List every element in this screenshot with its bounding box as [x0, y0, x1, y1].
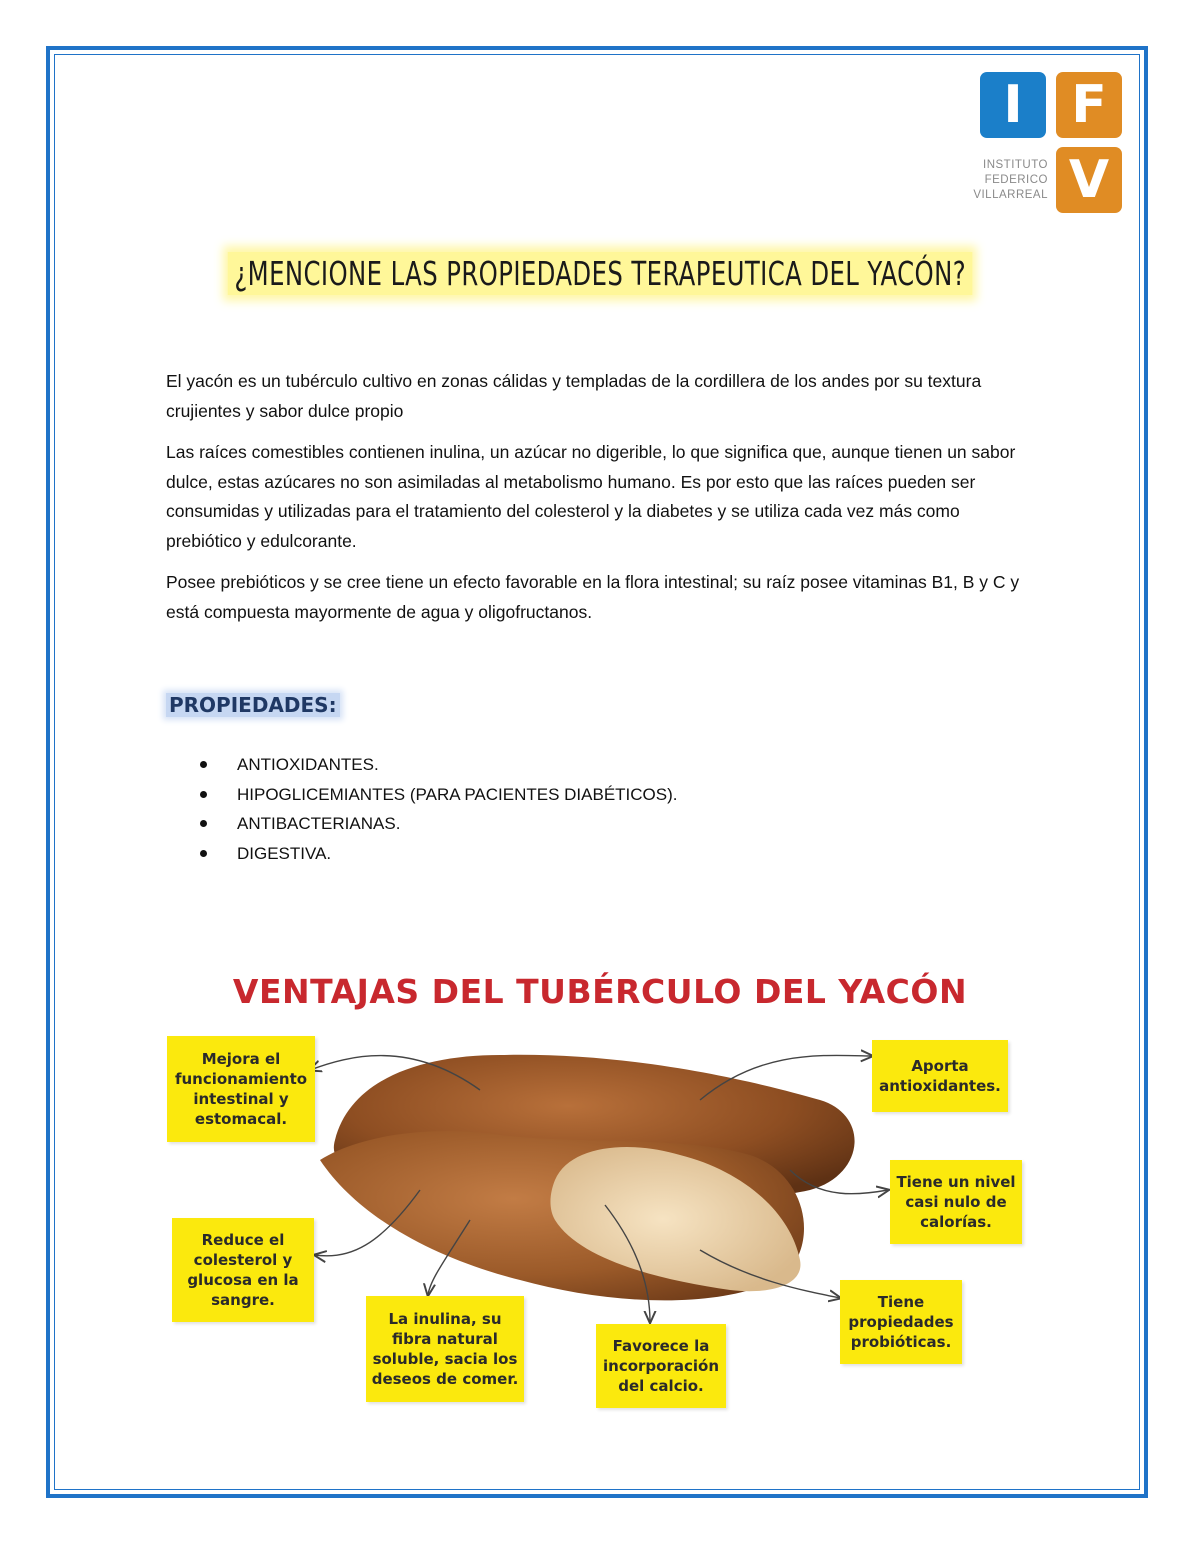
list-item-label: ANTIBACTERIANAS.	[237, 814, 401, 833]
note-antioxidants: Aporta antioxidantes.	[872, 1040, 1008, 1112]
ifv-logo	[972, 72, 1124, 217]
inulin-paragraph: Las raíces comestibles contienen inulina, un azúcar no digerible, lo que significa que, aunque tienen un sabor dulce, estas azúcares no son asimiladas al metabolismo humano. Es por esto que las raíces pueden ser consumidas y utilizadas para el tratamiento del colesterol y la diabetes y se utiliza cada vez más como prebiótico y edulcorante.	[166, 442, 1016, 551]
logo-tile-i: I	[980, 72, 1046, 138]
bullet-icon	[200, 820, 207, 827]
logo-text-line: FEDERICO	[984, 174, 1048, 186]
list-item	[200, 750, 678, 780]
bullet-icon	[200, 791, 207, 798]
bullet-icon	[200, 850, 207, 857]
intro-paragraph: El yacón es un tubérculo cultivo en zonas cálidas y templadas de la cordillera de los andes por su textura crujientes y sabor dulce propio	[166, 371, 982, 421]
page-title: ¿MENCIONE LAS PROPIEDADES TERAPEUTICA DEL YACÓN?	[228, 252, 973, 295]
note-probiotics: Tiene propiedades probióticas.	[840, 1280, 962, 1364]
note-intestinal: Mejora el funcionamiento intestinal y estomacal.	[167, 1036, 315, 1142]
logo-text-line: INSTITUTO	[983, 159, 1048, 171]
yacon-infographic	[160, 960, 1040, 1420]
title-container	[0, 252, 1200, 295]
infographic-title: VENTAJAS DEL TUBÉRCULO DEL YACÓN	[232, 972, 968, 1011]
list-item	[200, 780, 678, 810]
prebiotics-paragraph: Posee prebióticos y se cree tiene un efecto favorable en la flora intestinal; su raíz posee vitaminas B1, B y C y está compuesta mayormente de agua y oligofructanos.	[166, 572, 1020, 622]
list-item-label: HIPOGLICEMIANTES (PARA PACIENTES DIABÉTICOS).	[237, 784, 678, 804]
note-calcium: Favorece la incorporación del calcio.	[596, 1324, 726, 1408]
note-cholesterol: Reduce el colesterol y glucosa en la sangre.	[172, 1218, 314, 1322]
logo-institution-name	[972, 158, 1048, 203]
list-item	[200, 839, 678, 869]
list-item	[200, 809, 678, 839]
properties-heading: PROPIEDADES:	[166, 693, 340, 717]
list-item-label: DIGESTIVA.	[237, 843, 332, 863]
logo-text-line: VILLARREAL	[973, 189, 1048, 201]
note-calories: Tiene un nivel casi nulo de calorías.	[890, 1160, 1022, 1244]
logo-tile-v: V	[1056, 147, 1122, 213]
list-item-label: ANTIOXIDANTES.	[237, 755, 379, 774]
logo-tile-f: F	[1056, 72, 1122, 138]
bullet-icon	[200, 761, 207, 768]
properties-list	[200, 750, 678, 868]
note-inulin: La inulina, su fibra natural soluble, sacia los deseos de comer.	[366, 1296, 524, 1402]
